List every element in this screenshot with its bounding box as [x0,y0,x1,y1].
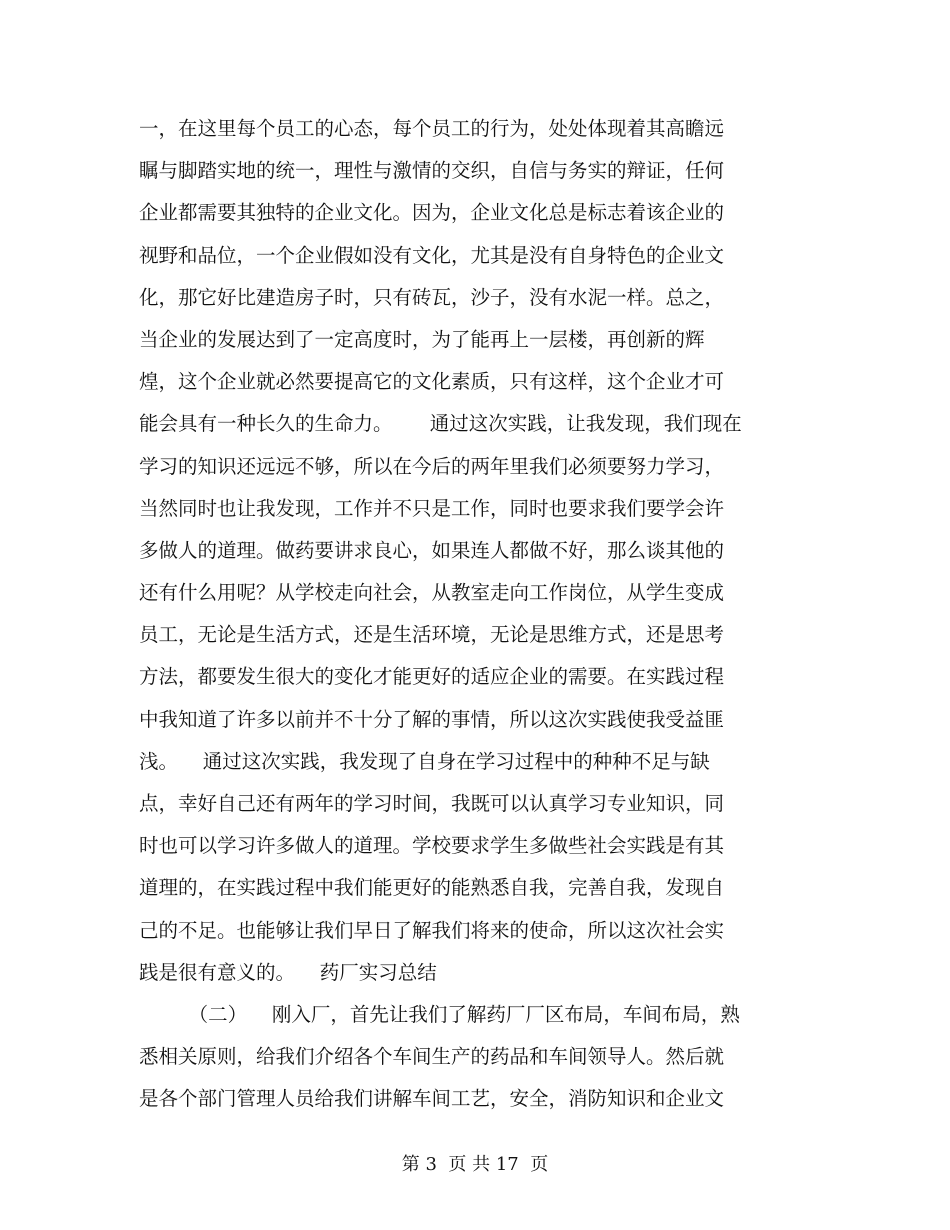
text-line: 中我知道了许多以前并不十分了解的事情，所以这次实践使我受益匪 [139,707,725,731]
text-line: 煌，这个企业就必然要提高它的文化素质，只有这样，这个企业才可 [139,370,725,394]
text-line: 学习的知识还远远不够，所以在今后的两年里我们必须要努力学习， [139,454,725,478]
text-line: 当然同时也让我发现，工作并不只是工作，同时也要求我们要学会许 [139,496,725,520]
page-number-footer: 第 3 页 共 17 页 [401,1154,549,1175]
text-line: 当企业的发展达到了一定高度时，为了能再上一层楼，再创新的辉 [139,327,705,351]
text-line: 是各个部门管理人员给我们讲解车间工艺，安全，消防知识和企业文 [139,1087,725,1111]
text-line: 践是很有意义的。 药厂实习总结 [139,960,437,984]
text-line: 点，幸好自己还有两年的学习时间，我既可以认真学习专业知识，同 [139,792,725,815]
text-line: 多做人的道理。做药要讲求良心，如果连人都做不好，那么谈其他的 [139,538,725,562]
text-line: 还有什么用呢？从学校走向社会，从教室走向工作岗位，从学生变成 [139,581,725,605]
text-line: 浅。 通过这次实践，我发现了自身在学习过程中的种种不足与缺 [139,749,710,773]
text-line: 悉相关原则，给我们介绍各个车间生产的药品和车间领导人。然后就 [139,1045,725,1069]
text-line: 道理的，在实践过程中我们能更好的能熟悉自我，完善自我，发现自 [139,876,725,900]
text-line: 员工，无论是生活方式，还是生活环境，无论是思维方式，还是思考 [139,623,725,647]
text-line: （二） 刚入厂，首先让我们了解药厂厂区布局，车间布局，熟 [139,1002,740,1026]
text-line: 企业都需要其独特的企业文化。因为，企业文化总是标志着该企业的 [139,201,725,225]
text-line: 方法，都要发生很大的变化才能更好的适应企业的需要。在实践过程 [139,665,725,689]
text-line: 视野和品位，一个企业假如没有文化，尤其是没有自身特色的企业文 [139,243,725,267]
text-line: 瞩与脚踏实地的统一，理性与激情的交织，自信与务实的辩证，任何 [139,159,725,183]
body-text [139,108,779,1121]
text-line: 一，在这里每个员工的心态，每个员工的行为，处处体现着其高瞻远 [139,117,725,140]
text-line: 能会具有一种长久的生命力。 通过这次实践，让我发现，我们现在 [139,412,742,436]
text-line: 时也可以学习许多做人的道理。学校要求学生多做些社会实践是有其 [139,834,725,858]
text-line: 己的不足。也能够让我们早日了解我们将来的使命，所以这次社会实 [139,918,725,942]
text-line: 化，那它好比建造房子时，只有砖瓦，沙子，没有水泥一样。总之， [139,285,725,309]
